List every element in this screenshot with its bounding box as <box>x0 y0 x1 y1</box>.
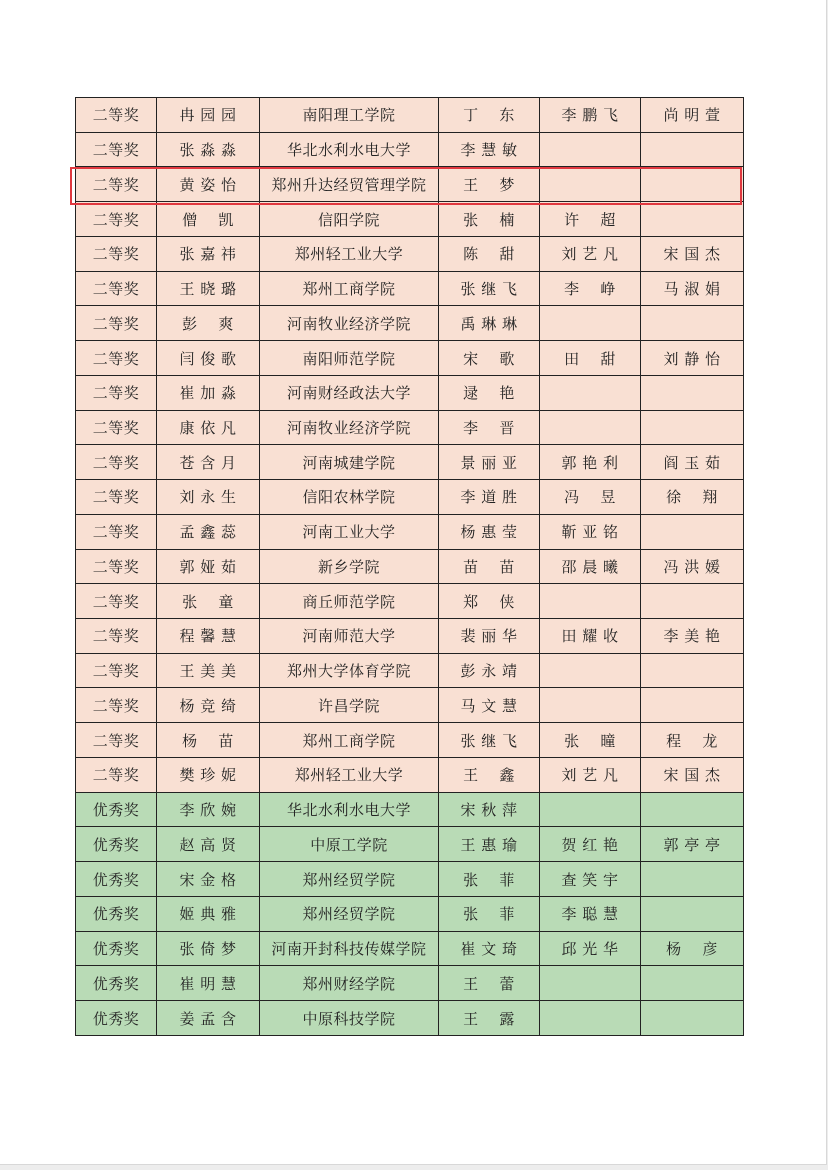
advisor3-cell: 冯 洪 媛 <box>641 549 744 584</box>
advisor2-cell <box>540 653 641 688</box>
table-row <box>76 410 744 445</box>
table-row <box>76 306 744 341</box>
student-cell: 樊 珍 妮 <box>157 757 260 792</box>
advisor1-cell: 逯 艳 <box>439 375 540 410</box>
school-cell: 新乡学院 <box>260 549 439 584</box>
advisor1-cell: 裴 丽 华 <box>439 619 540 654</box>
school-cell: 信阳农林学院 <box>260 480 439 515</box>
table-row <box>76 966 744 1001</box>
student-cell: 王 美 美 <box>157 653 260 688</box>
advisor3-cell <box>641 306 744 341</box>
advisor3-cell <box>641 167 744 202</box>
table-row <box>76 375 744 410</box>
award-cell: 二等奖 <box>76 549 157 584</box>
school-cell: 河南牧业经济学院 <box>260 306 439 341</box>
student-cell: 程 馨 慧 <box>157 619 260 654</box>
advisor3-cell: 程 龙 <box>641 723 744 758</box>
advisor3-cell <box>641 514 744 549</box>
advisor3-cell: 李 美 艳 <box>641 619 744 654</box>
table-row <box>76 167 744 202</box>
table-row <box>76 723 744 758</box>
advisor3-cell <box>641 375 744 410</box>
award-cell: 二等奖 <box>76 375 157 410</box>
advisor3-cell <box>641 862 744 897</box>
advisor3-cell: 宋 国 杰 <box>641 757 744 792</box>
advisor3-cell <box>641 202 744 237</box>
advisor2-cell <box>540 167 641 202</box>
award-cell: 优秀奖 <box>76 896 157 931</box>
advisor3-cell: 杨 彦 <box>641 931 744 966</box>
advisor2-cell: 刘 艺 凡 <box>540 236 641 271</box>
award-cell: 二等奖 <box>76 132 157 167</box>
student-cell: 孟 鑫 蕊 <box>157 514 260 549</box>
award-cell: 二等奖 <box>76 98 157 133</box>
table-row <box>76 1001 744 1036</box>
table-row <box>76 132 744 167</box>
advisor2-cell: 李 峥 <box>540 271 641 306</box>
advisor3-cell: 马 淑 娟 <box>641 271 744 306</box>
school-cell: 郑州财经学院 <box>260 966 439 1001</box>
student-cell: 姜 孟 含 <box>157 1001 260 1036</box>
table-row <box>76 514 744 549</box>
advisor2-cell: 查 笑 宇 <box>540 862 641 897</box>
award-cell: 优秀奖 <box>76 862 157 897</box>
award-cell: 二等奖 <box>76 341 157 376</box>
advisor1-cell: 张 菲 <box>439 862 540 897</box>
advisor3-cell <box>641 896 744 931</box>
student-cell: 王 晓 璐 <box>157 271 260 306</box>
student-cell: 张 淼 淼 <box>157 132 260 167</box>
advisor1-cell: 苗 苗 <box>439 549 540 584</box>
student-cell: 姬 典 雅 <box>157 896 260 931</box>
advisor1-cell: 杨 惠 莹 <box>439 514 540 549</box>
advisor2-cell: 冯 昱 <box>540 480 641 515</box>
advisor1-cell: 张 继 飞 <box>439 271 540 306</box>
advisor2-cell: 张 曈 <box>540 723 641 758</box>
student-cell: 崔 加 淼 <box>157 375 260 410</box>
award-cell: 二等奖 <box>76 410 157 445</box>
award-cell: 优秀奖 <box>76 792 157 827</box>
advisor1-cell: 王 惠 瑜 <box>439 827 540 862</box>
student-cell: 杨 竞 绮 <box>157 688 260 723</box>
table-row <box>76 653 744 688</box>
advisor2-cell <box>540 966 641 1001</box>
school-cell: 郑州升达经贸管理学院 <box>260 167 439 202</box>
advisor1-cell: 李 慧 敏 <box>439 132 540 167</box>
advisor2-cell <box>540 132 641 167</box>
table-row <box>76 480 744 515</box>
school-cell: 华北水利水电大学 <box>260 132 439 167</box>
award-cell: 二等奖 <box>76 757 157 792</box>
school-cell: 郑州工商学院 <box>260 271 439 306</box>
advisor1-cell: 王 梦 <box>439 167 540 202</box>
student-cell: 苍 含 月 <box>157 445 260 480</box>
advisor1-cell: 陈 甜 <box>439 236 540 271</box>
advisor3-cell <box>641 584 744 619</box>
advisor3-cell: 阎 玉 茹 <box>641 445 744 480</box>
school-cell: 河南工业大学 <box>260 514 439 549</box>
student-cell: 僧 凯 <box>157 202 260 237</box>
award-cell: 二等奖 <box>76 480 157 515</box>
advisor2-cell: 邱 光 华 <box>540 931 641 966</box>
award-cell: 二等奖 <box>76 688 157 723</box>
advisor1-cell: 王 露 <box>439 1001 540 1036</box>
student-cell: 冉 园 园 <box>157 98 260 133</box>
student-cell: 张 童 <box>157 584 260 619</box>
table-row <box>76 236 744 271</box>
advisor2-cell: 郭 艳 利 <box>540 445 641 480</box>
advisor2-cell: 刘 艺 凡 <box>540 757 641 792</box>
school-cell: 郑州工商学院 <box>260 723 439 758</box>
table-row <box>76 98 744 133</box>
advisor3-cell: 尚 明 萱 <box>641 98 744 133</box>
table-row <box>76 619 744 654</box>
award-cell: 二等奖 <box>76 653 157 688</box>
table-row <box>76 271 744 306</box>
advisor3-cell <box>641 688 744 723</box>
table-row <box>76 202 744 237</box>
award-cell: 优秀奖 <box>76 1001 157 1036</box>
advisor2-cell: 许 超 <box>540 202 641 237</box>
table-row <box>76 549 744 584</box>
award-cell: 二等奖 <box>76 236 157 271</box>
advisor1-cell: 宋 秋 萍 <box>439 792 540 827</box>
advisor2-cell: 田 甜 <box>540 341 641 376</box>
advisor1-cell: 李 道 胜 <box>439 480 540 515</box>
student-cell: 郭 娅 茹 <box>157 549 260 584</box>
advisor3-cell: 刘 静 怡 <box>641 341 744 376</box>
student-cell: 宋 金 格 <box>157 862 260 897</box>
table-row <box>76 827 744 862</box>
award-cell: 二等奖 <box>76 445 157 480</box>
advisor1-cell: 郑 侠 <box>439 584 540 619</box>
school-cell: 中原科技学院 <box>260 1001 439 1036</box>
student-cell: 杨 苗 <box>157 723 260 758</box>
school-cell: 河南城建学院 <box>260 445 439 480</box>
school-cell: 华北水利水电大学 <box>260 792 439 827</box>
award-cell: 二等奖 <box>76 306 157 341</box>
advisor2-cell <box>540 792 641 827</box>
advisor2-cell: 李 鹏 飞 <box>540 98 641 133</box>
awards-table <box>75 97 744 1036</box>
school-cell: 中原工学院 <box>260 827 439 862</box>
advisor1-cell: 张 楠 <box>439 202 540 237</box>
advisor1-cell: 彭 永 靖 <box>439 653 540 688</box>
student-cell: 张 倚 梦 <box>157 931 260 966</box>
school-cell: 河南开封科技传媒学院 <box>260 931 439 966</box>
student-cell: 康 依 凡 <box>157 410 260 445</box>
student-cell: 刘 永 生 <box>157 480 260 515</box>
table-row <box>76 445 744 480</box>
school-cell: 许昌学院 <box>260 688 439 723</box>
advisor2-cell <box>540 584 641 619</box>
table-row <box>76 896 744 931</box>
award-cell: 二等奖 <box>76 514 157 549</box>
advisor3-cell <box>641 132 744 167</box>
advisor1-cell: 王 蕾 <box>439 966 540 1001</box>
school-cell: 郑州轻工业大学 <box>260 236 439 271</box>
advisor2-cell <box>540 410 641 445</box>
table-row <box>76 931 744 966</box>
advisor1-cell: 禹 琳 琳 <box>439 306 540 341</box>
advisor1-cell: 张 菲 <box>439 896 540 931</box>
table-row <box>76 792 744 827</box>
award-cell: 优秀奖 <box>76 966 157 1001</box>
school-cell: 河南牧业经济学院 <box>260 410 439 445</box>
advisor2-cell: 田 耀 收 <box>540 619 641 654</box>
school-cell: 河南财经政法大学 <box>260 375 439 410</box>
advisor1-cell: 宋 歌 <box>439 341 540 376</box>
table-row <box>76 584 744 619</box>
advisor2-cell: 李 聪 慧 <box>540 896 641 931</box>
award-cell: 优秀奖 <box>76 827 157 862</box>
award-cell: 二等奖 <box>76 723 157 758</box>
award-cell: 二等奖 <box>76 584 157 619</box>
advisor1-cell: 李 晋 <box>439 410 540 445</box>
advisor1-cell: 景 丽 亚 <box>439 445 540 480</box>
student-cell: 黄 姿 怡 <box>157 167 260 202</box>
student-cell: 彭 爽 <box>157 306 260 341</box>
advisor1-cell: 马 文 慧 <box>439 688 540 723</box>
advisor2-cell: 贺 红 艳 <box>540 827 641 862</box>
advisor1-cell: 张 继 飞 <box>439 723 540 758</box>
student-cell: 李 欣 婉 <box>157 792 260 827</box>
advisor3-cell <box>641 1001 744 1036</box>
school-cell: 郑州经贸学院 <box>260 862 439 897</box>
student-cell: 赵 高 贤 <box>157 827 260 862</box>
table-row <box>76 757 744 792</box>
table-row <box>76 862 744 897</box>
student-cell: 崔 明 慧 <box>157 966 260 1001</box>
school-cell: 南阳师范学院 <box>260 341 439 376</box>
school-cell: 信阳学院 <box>260 202 439 237</box>
school-cell: 南阳理工学院 <box>260 98 439 133</box>
school-cell: 郑州大学体育学院 <box>260 653 439 688</box>
table-row <box>76 341 744 376</box>
award-cell: 优秀奖 <box>76 931 157 966</box>
award-cell: 二等奖 <box>76 619 157 654</box>
advisor2-cell <box>540 306 641 341</box>
advisor2-cell <box>540 375 641 410</box>
school-cell: 河南师范大学 <box>260 619 439 654</box>
award-cell: 二等奖 <box>76 271 157 306</box>
advisor1-cell: 丁 东 <box>439 98 540 133</box>
advisor2-cell <box>540 688 641 723</box>
advisor3-cell <box>641 410 744 445</box>
advisor3-cell <box>641 653 744 688</box>
award-cell: 二等奖 <box>76 167 157 202</box>
student-cell: 张 嘉 祎 <box>157 236 260 271</box>
table-row <box>76 688 744 723</box>
advisor2-cell: 靳 亚 铭 <box>540 514 641 549</box>
advisor1-cell: 王 鑫 <box>439 757 540 792</box>
advisor3-cell: 宋 国 杰 <box>641 236 744 271</box>
award-cell: 二等奖 <box>76 202 157 237</box>
advisor3-cell: 郭 亭 亭 <box>641 827 744 862</box>
advisor2-cell: 邵 晨 曦 <box>540 549 641 584</box>
advisor3-cell <box>641 792 744 827</box>
school-cell: 郑州轻工业大学 <box>260 757 439 792</box>
advisor1-cell: 崔 文 琦 <box>439 931 540 966</box>
advisor3-cell: 徐 翔 <box>641 480 744 515</box>
awards-table-body <box>76 98 744 1036</box>
advisor3-cell <box>641 966 744 1001</box>
advisor2-cell <box>540 1001 641 1036</box>
school-cell: 郑州经贸学院 <box>260 896 439 931</box>
student-cell: 闫 俊 歌 <box>157 341 260 376</box>
school-cell: 商丘师范学院 <box>260 584 439 619</box>
